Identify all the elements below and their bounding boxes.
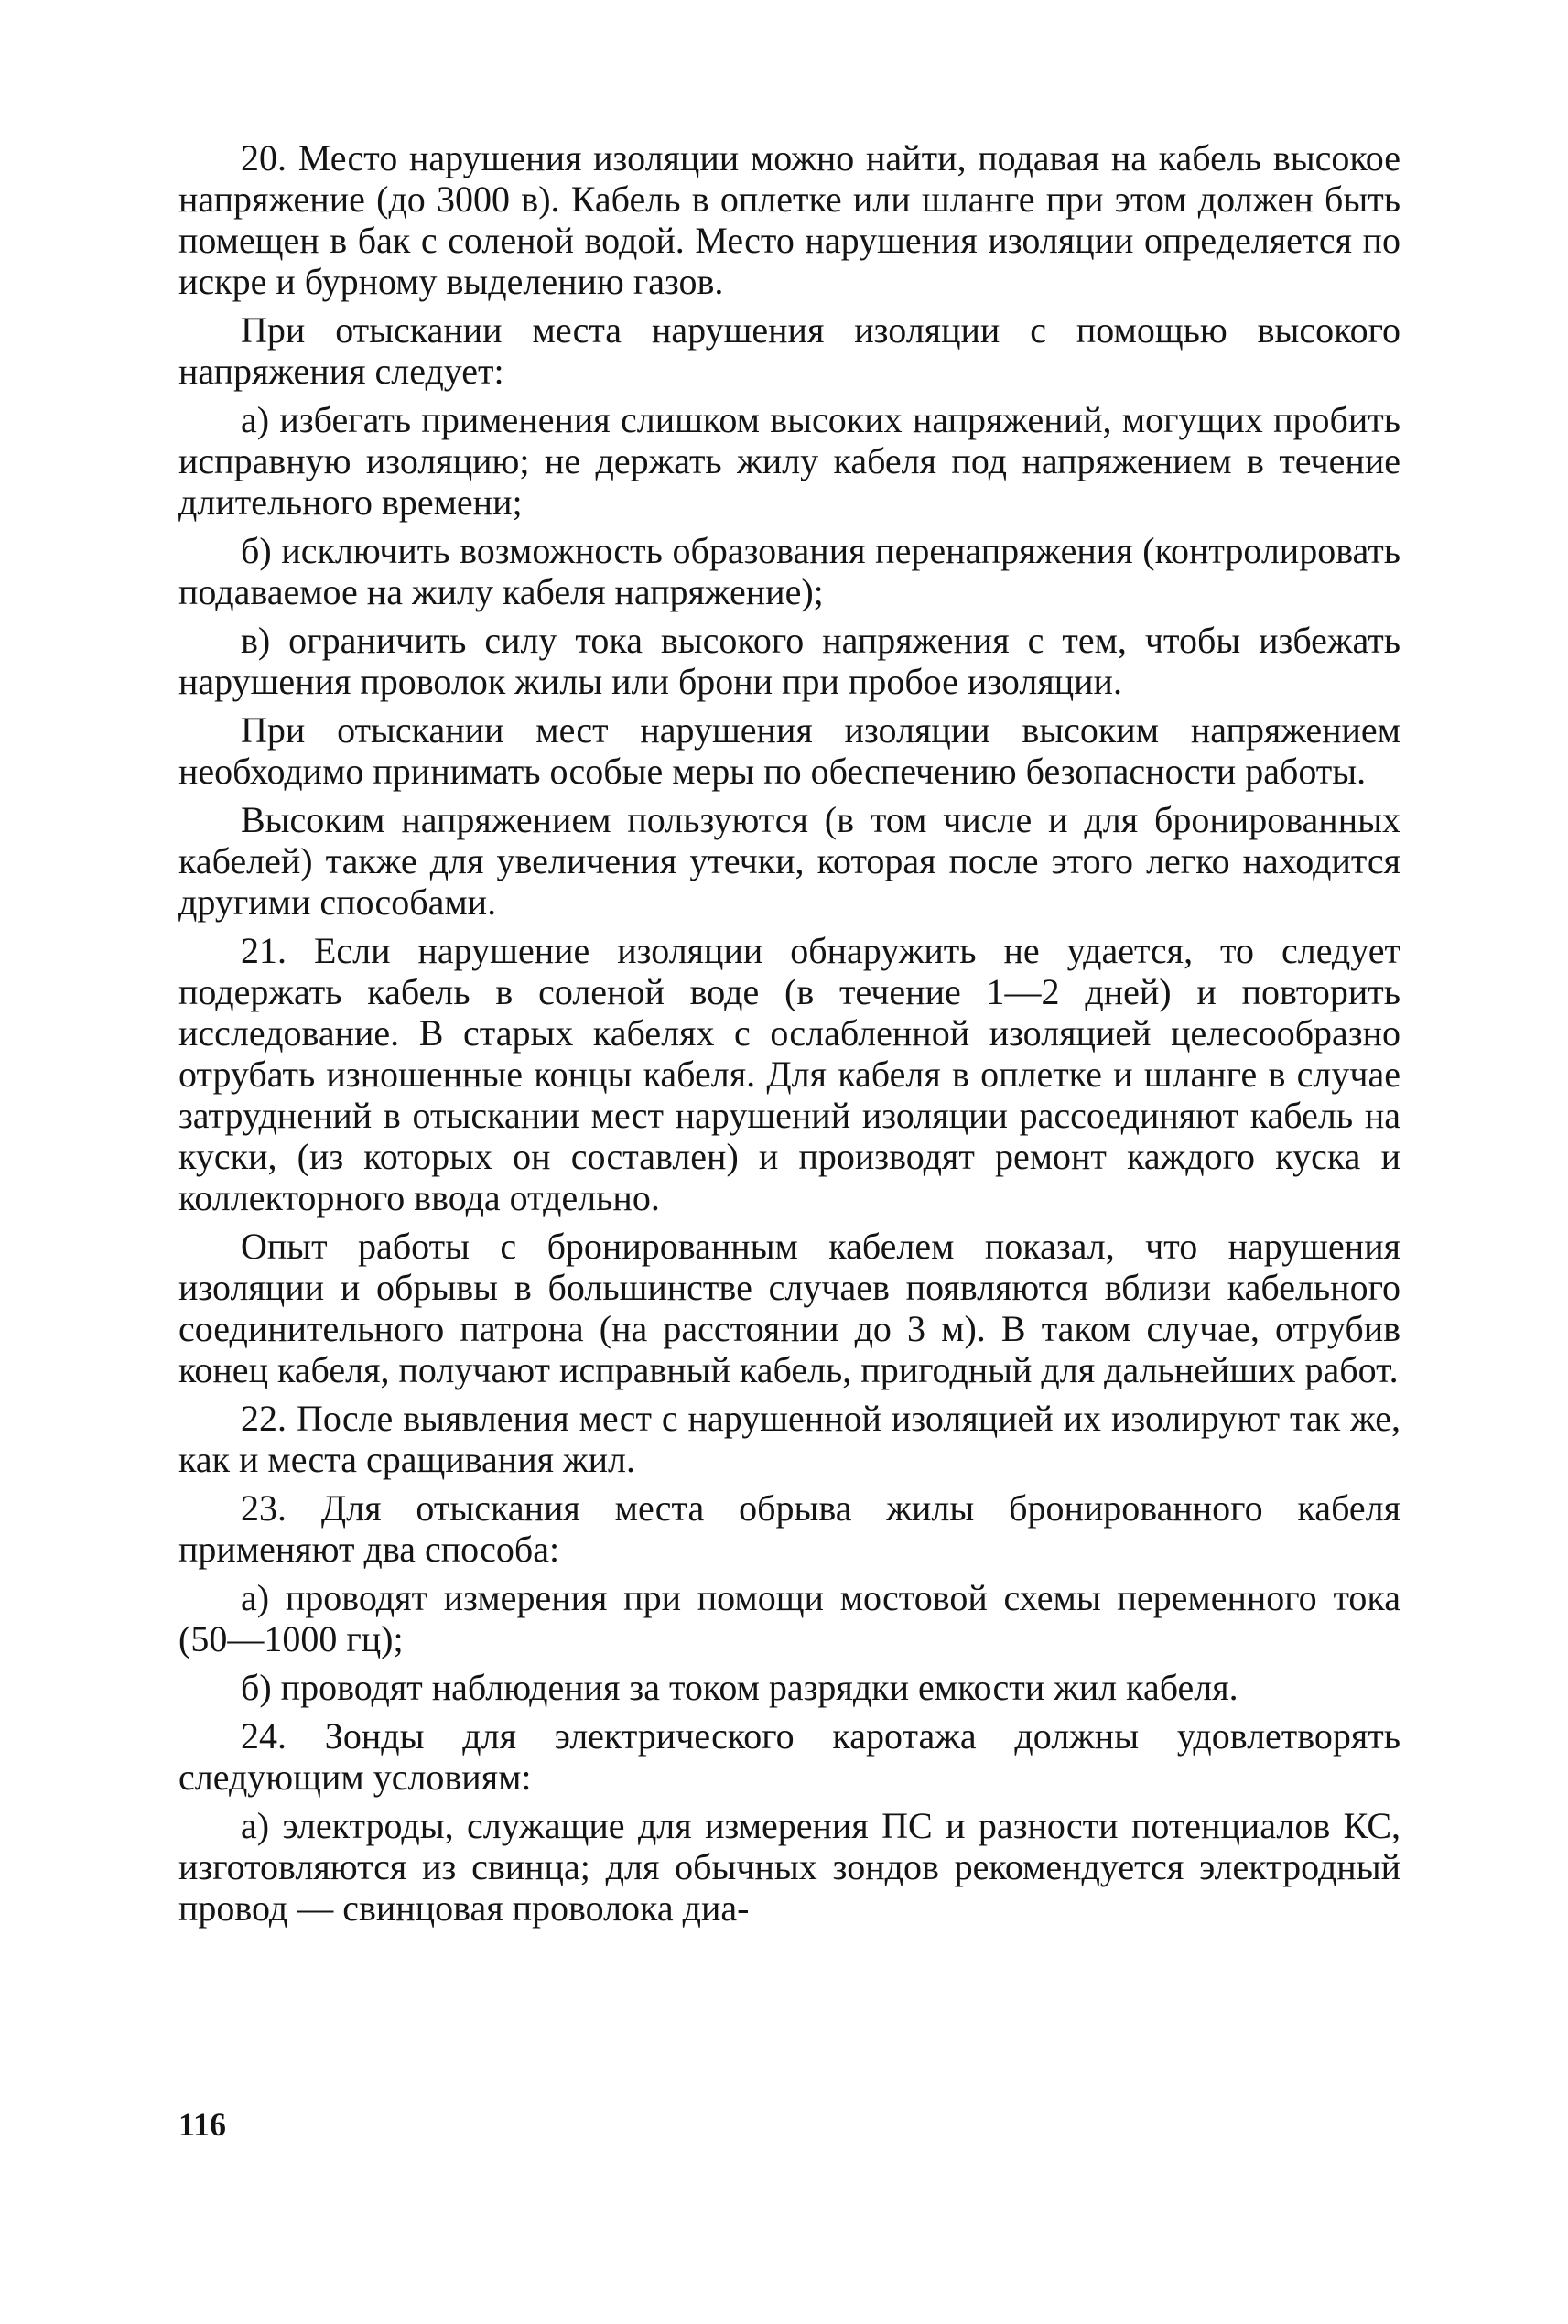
list-item-a-avoid-high-voltage: а) избегать применения слишком высоких напряжений, могущих пробить исправную изоляцию; не держать жилу кабеля под напряжением в течение длительного времени; [178,399,1400,523]
paragraph-22-insulating-faults: 22. После выявления мест с нарушенной изоляцией их изолируют так же, как и места сращивания жил. [178,1398,1400,1480]
paragraph-20-insulation-fault: 20. Место нарушения изоляции можно найти, подавая на кабель высокое напряжение (до 3000 в). Кабель в оплетке или шланге при этом должен быть помещен в бак с соленой водой. Место нарушения изоляции определяется по искре и бурному выделению газов. [178,137,1400,302]
page-number: 116 [178,2106,227,2143]
paragraph-24-probe-requirements: 24. Зонды для электрического каротажа должны удовлетворять следующим условиям: [178,1715,1400,1798]
list-item-b-discharge-observation: б) проводят наблюдения за током разрядки емкости жил кабеля. [241,1667,1238,1708]
paragraph-leakage-increase: Высоким напряжением пользуются (в том числе и для бронированных кабелей) также для увеличения утечки, которая после этого легко находится другими способами. [178,799,1400,923]
page-body [178,137,1400,1936]
paragraph-armored-cable-experience: Опыт работы с бронированным кабелем показал, что нарушения изоляции и обрывы в большинстве случаев появляются вблизи кабельного соединительного патрона (на расстоянии до 3 м). В таком случае, отрубив конец кабеля, получают исправный кабель, пригодный для дальнейших работ. [178,1226,1400,1390]
paragraph-23-break-location: 23. Для отыскания места обрыва жилы бронированного кабеля применяют два способа: [178,1487,1400,1570]
paragraph-21-salt-water: 21. Если нарушение изоляции обнаружить не удается, то следует подержать кабель в соленой воде (в течение 1—2 дней) и повторить исследование. В старых кабелях с ослабленной изоляцией целесообразно отрубать изношенные концы кабеля. Для кабеля в оплетке и шланге в случае затруднений в отыскании мест нарушений изоляции рассоединяют кабель на куски, (из которых он составлен) и производят ремонт каждого куска и коллекторного ввода отдельно. [178,930,1400,1218]
list-item-a-lead-electrodes: а) электроды, служащие для измерения ПС и разности потенциалов КС, изготовляются из свинца; для обычных зондов рекомендуется электродный провод — свинцовая проволока диа- [178,1805,1400,1929]
paragraph-high-voltage-intro: При отыскании места нарушения изоляции с помощью высокого напряжения следует: [178,309,1400,392]
list-item-a-bridge-measurement: а) проводят измерения при помощи мостовой схемы переменного тока (50—1000 гц); [178,1577,1400,1659]
list-item-c-limit-current: в) ограничить силу тока высокого напряжения с тем, чтобы избежать нарушения проволок жилы или брони при пробое изоляции. [178,620,1400,702]
paragraph-safety-measures: При отыскании мест нарушения изоляции высоким напряжением необходимо принимать особые меры по обеспечению безопасности работы. [178,709,1400,792]
list-item-b-overvoltage: б) исключить возможность образования перенапряжения (контролировать подаваемое на жилу кабеля напряжение); [178,530,1400,612]
